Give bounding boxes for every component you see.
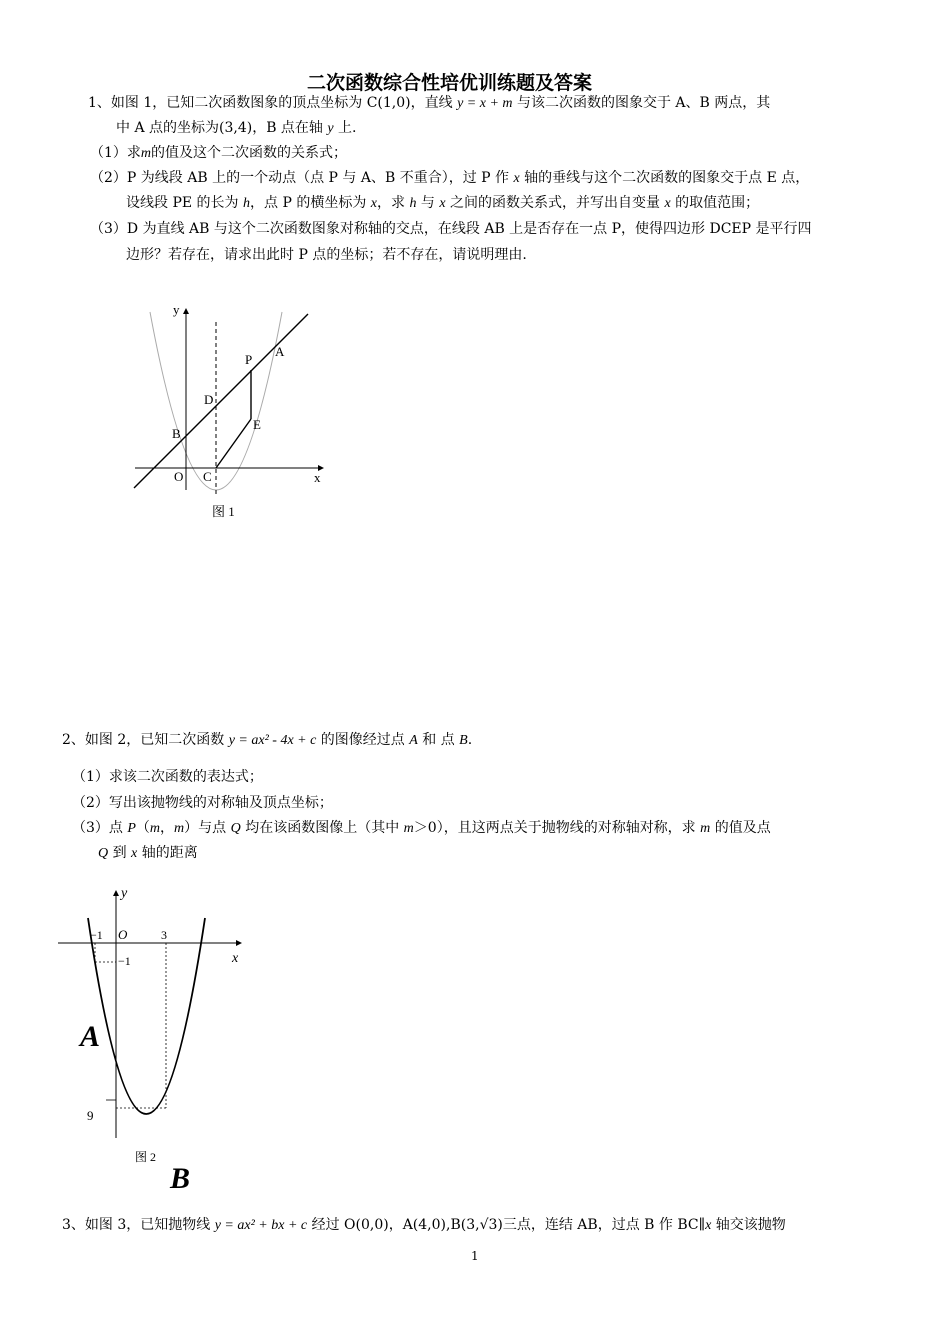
fig2-label-o: O (118, 927, 128, 942)
fig1-label-b: B (172, 426, 181, 441)
fig1-label-d: D (204, 392, 214, 407)
fig2-caption: 图 2 (135, 1150, 157, 1164)
fig1-label-y: y (173, 302, 180, 317)
q2-part2: （2）写出该抛物线的对称轴及顶点坐标； (72, 795, 333, 811)
fig2-label-x: x (232, 951, 239, 966)
fig2-label-neg1y: −1 (118, 954, 131, 968)
q2-part3-cont: Q 到 x 轴的距离 (98, 845, 198, 861)
page-title: 二次函数综合性培优训练题及答案 (307, 72, 593, 94)
fig2-label-big-b: B (170, 1162, 191, 1195)
fig1-y-arrow (183, 308, 189, 314)
fig2-label-9: 9 (87, 1108, 94, 1123)
q3-line1: 3、如图 3，已知抛物线 y = ax² + bx + c 经过 O(0,0)，A(4,0),B(3,√3)三点，连结 AB，过点 B 作 BC∥x 轴交该抛物 (62, 1217, 786, 1233)
q1-part2: （2）P 为线段 AB 上的一个动点（点 P 与 A、B 不重合），过 P 作 x 轴的垂线与这个二次函数的图象交于点 E 点， (90, 170, 810, 186)
q1-part3-cont: 边形？若存在，请求出此时 P 点的坐标；若不存在，请说明理由. (126, 247, 527, 263)
fig2-label-3: 3 (161, 928, 167, 942)
fig2-parabola (88, 918, 205, 1114)
fig1-caption: 图 1 (212, 504, 235, 519)
fig1-label-e: E (253, 417, 261, 432)
fig2-label-y: y (121, 886, 128, 901)
fig1-label-x: x (314, 470, 321, 485)
q2-part3: （3）点 P（m，m）与点 Q 均在该函数图像上（其中 m＞0），且这两点关于抛物线的对称轴对称，求 m 的值及点 (72, 820, 771, 836)
fig1-segment-ce (216, 419, 251, 468)
page-number: 1 (471, 1249, 479, 1263)
fig2-y-arrow (113, 890, 119, 896)
fig1-label-o: O (174, 469, 184, 484)
q1-part1: （1）求m的值及这个二次函数的关系式； (90, 145, 348, 161)
q1-line1: 1、如图 1，已知二次函数图象的顶点坐标为 C(1,0)，直线 y = x + m 与该二次函数的图象交于 A、B 两点，其 (88, 95, 771, 111)
fig2-x-arrow (236, 940, 242, 946)
q1-part3: （3）D 为直线 AB 与这个二次函数图象对称轴的交点，在线段 AB 上是否存在一点 P，使得四边形 DCEP 是平行四 (90, 221, 812, 237)
q1-part2-cont: 设线段 PE 的长为 h，点 P 的横坐标为 x，求 h 与 x 之间的函数关系式，并写出自变量 x 的取值范围； (126, 195, 760, 211)
q2-part1: （1）求该二次函数的表达式； (72, 769, 263, 785)
q1-line2: 中 A 点的坐标为(3,4)，B 点在轴 y 上. (116, 120, 357, 136)
figure-1 (120, 290, 340, 530)
fig2-label-big-a: A (80, 1020, 101, 1053)
fig1-label-c: C (203, 469, 212, 484)
fig2-label-neg1x: −1 (90, 928, 103, 942)
q2-line1: 2、如图 2，已知二次函数 y = ax² - 4x + c 的图像经过点 A 和 点 B. (62, 732, 473, 748)
fig1-label-p: P (245, 352, 253, 367)
figure-2 (50, 880, 260, 1200)
fig1-label-a: A (275, 344, 285, 359)
